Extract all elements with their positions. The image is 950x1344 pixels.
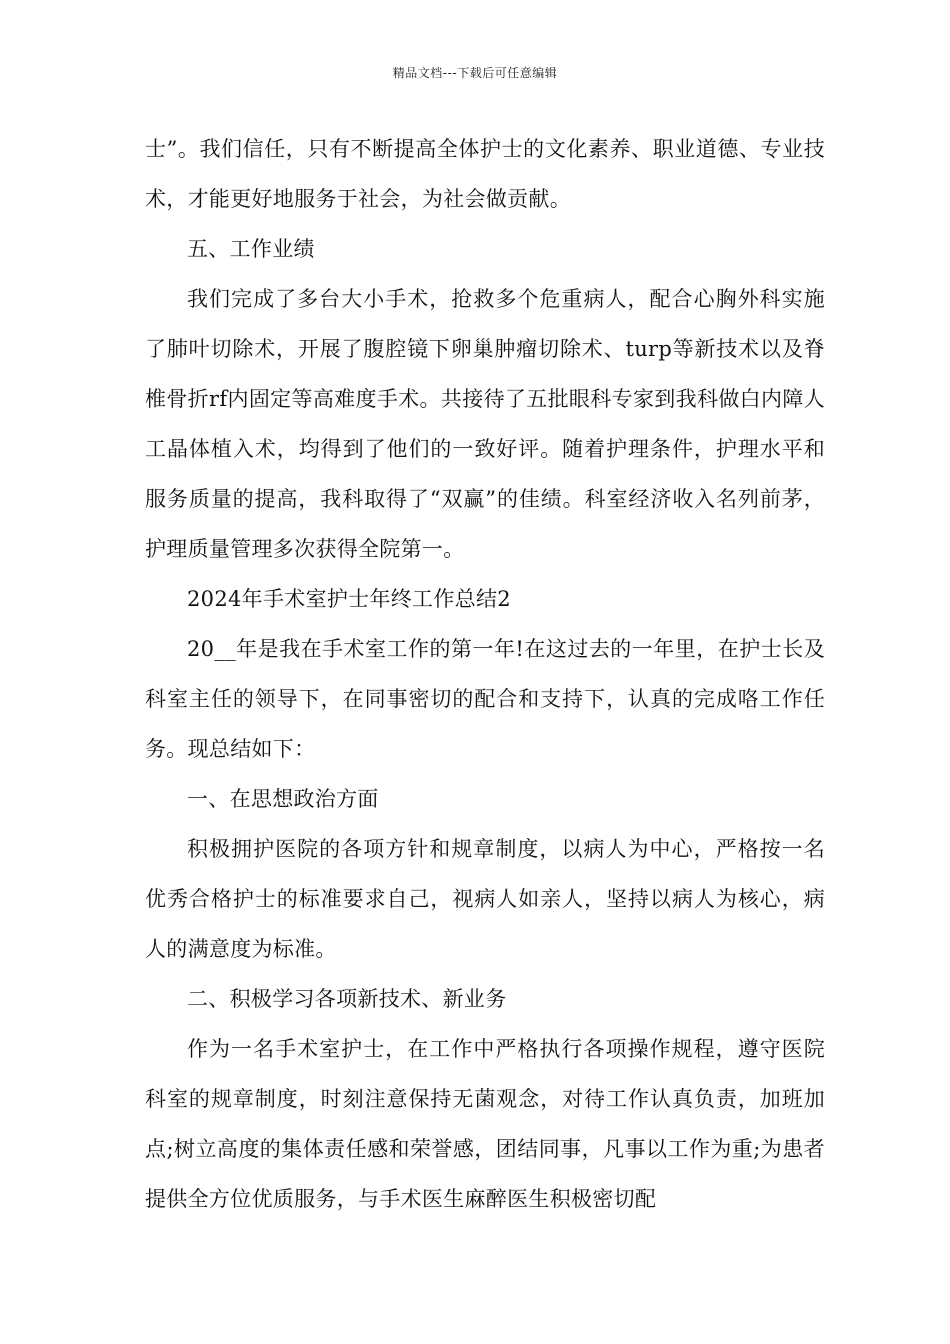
page-header: 精品文档---下载后可任意编辑 <box>392 66 558 80</box>
paragraph-continuation: 士”。我们信任，只有不断提高全体护士的文化素养、职业道德、专业技术，才能更好地服务于社会，为社会做贡献。 <box>145 137 825 211</box>
paragraph-work-results: 我们完成了多台大小手术，抢救多个危重病人，配合心胸外科实施了肺叶切除术，开展了腹腔镜下卵巢肿瘤切除术、turp等新技术以及脊椎骨折rf内固定等高难度手术。共接待了五批眼科专家到我科做白内障人工晶体植入术，均得到了他们的一致好评。随着护理条件，护理水平和服务质量的提高，我科取得了“双赢”的佳绩。科室经济收入名列前茅，护理质量管理多次获得全院第一。 <box>145 287 825 561</box>
section-heading-learning: 二、积极学习各项新技术、新业务 <box>187 987 507 1011</box>
paragraph-intro: 20__年是我在手术室工作的第一年!在这过去的一年里，在护士长及科室主任的领导下，在同事密切的配合和支持下，认真的完成咯工作任务。现总结如下： <box>145 637 825 761</box>
document-title-2: 2024年手术室护士年终工作总结2 <box>187 587 511 611</box>
section-heading-work-results: 五、工作业绩 <box>187 237 315 261</box>
paragraph-learning: 作为一名手术室护士，在工作中严格执行各项操作规程，遵守医院科室的规章制度，时刻注意保持无菌观念，对待工作认真负责，加班加点;树立高度的集体责任感和荣誉感，团结同事，凡事以工作为重;为患者提供全方位优质服务，与手术医生麻醉医生积极密切配 <box>145 1037 825 1211</box>
document-body <box>145 124 825 1224</box>
section-heading-political: 一、在思想政治方面 <box>187 787 379 811</box>
paragraph-political: 积极拥护医院的各项方针和规章制度，以病人为中心，严格按一名优秀合格护士的标准要求自己，视病人如亲人，坚持以病人为核心，病人的满意度为标准。 <box>145 837 825 961</box>
